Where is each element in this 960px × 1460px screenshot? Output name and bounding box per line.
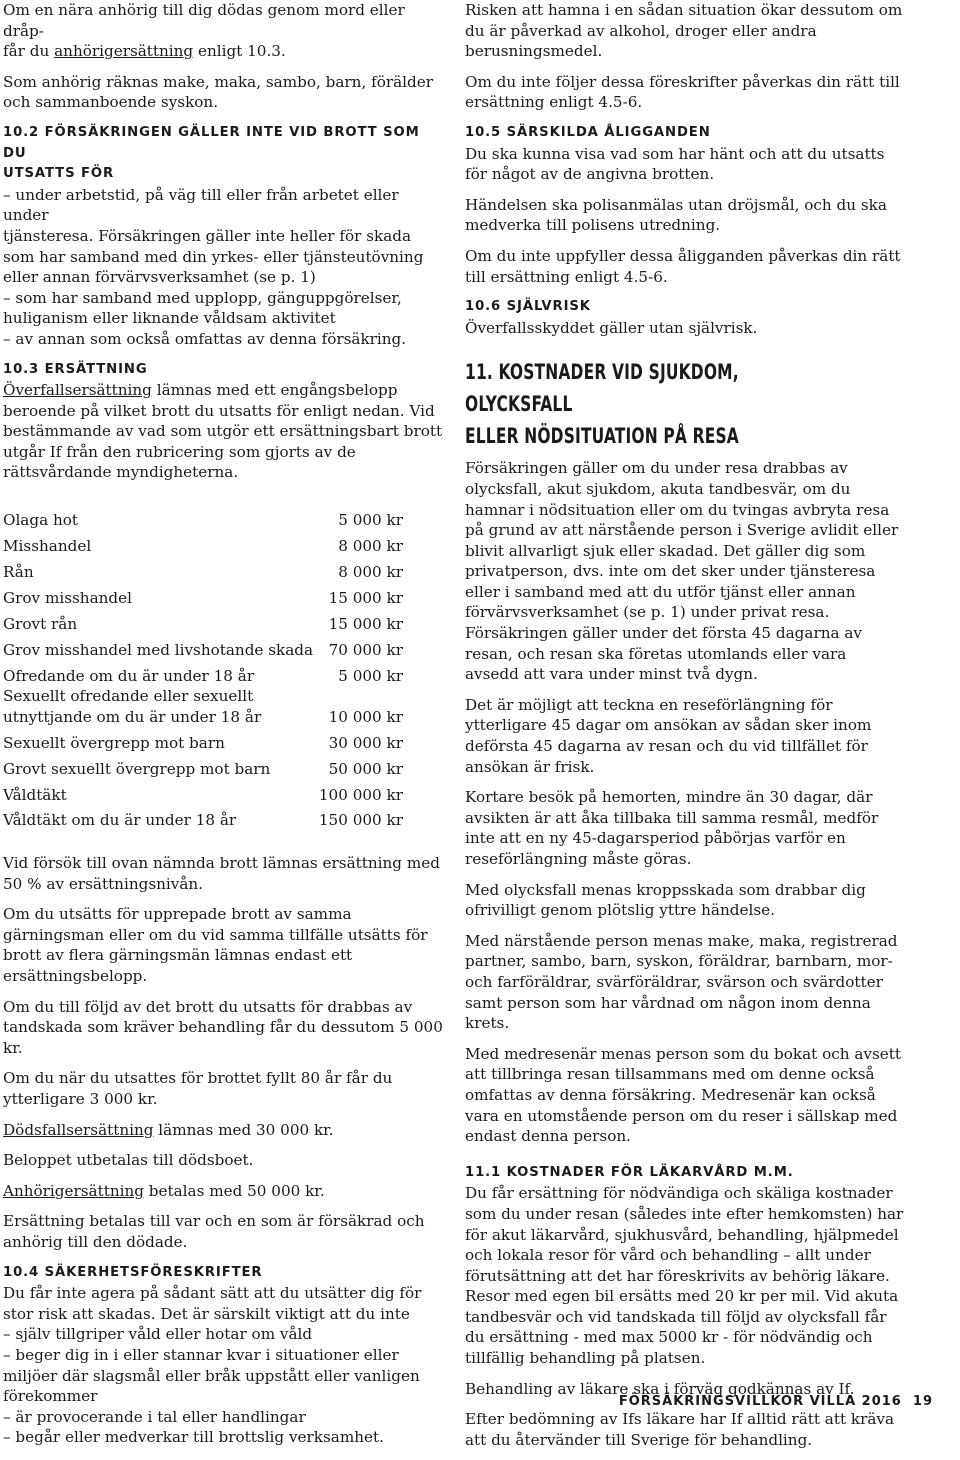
table-row — [3, 727, 403, 753]
safety-item: – själv tillgriper våld eller hotar om våld — [3, 1325, 313, 1344]
medical-paragraph: Behandling av läkare ska i förväg godkännas av If. — [465, 1379, 855, 1398]
safety-intro: Du får inte agera på sådant sätt att du utsätter dig för stor risk att skadas. Det är särskilt viktigt att du inte — [3, 1284, 422, 1323]
amount-cell: 8 000 kr — [338, 537, 403, 556]
amount-cell: 8 000 kr — [338, 563, 403, 582]
table-row — [3, 805, 403, 831]
section-10-6-title: 10.6 SJÄLVRISK — [465, 299, 591, 315]
table-row — [3, 635, 403, 661]
table-row — [3, 531, 403, 557]
table-row — [3, 505, 403, 531]
safety-item: – begår eller medverkar till brottslig verksamhet. — [3, 1428, 384, 1447]
section-10-3-title: 10.3 ERSÄTTNING — [3, 361, 148, 377]
section-10-5-title: 10.5 SÄRSKILDA ÅLIGGANDEN — [465, 124, 711, 140]
section-11-title: 11. KOSTNADER VID SJUKDOM, OLYCKSFALL ELLER NÖDSITUATION PÅ RESA — [465, 360, 739, 449]
amount-cell: 70 000 kr — [328, 640, 403, 659]
right-column — [465, 0, 905, 1460]
exclusion-item: – av annan som också omfattas av denna försäkring. — [3, 329, 407, 348]
relatives-definition: Som anhörig räknas make, maka, sambo, barn, förälder och sammanboende syskon. — [3, 72, 434, 112]
travel-paragraph: Försäkringen gäller om du under resa drabbas av olycksfall, akut sjukdom, akuta tandbesvär, om du hamnar i nödsituation eller om du tvingas avbryta resa på grund av att närstående person i Sverige avlidit eller blivit allvarligt sjuk eller skadad. Det gäller dig som privatperson, dvs. inte om det sker under tjänsteresa eller i samband med att du utför tjänst eller annan förvärvsverksamhet (se p. 1) under privat resa. Försäkringen gäller under det första 45 dagarna av resan, och resan ska företas utomlands eller vara avsedd att vara under minst två dygn. — [465, 459, 899, 684]
exclusion-item: – under arbetstid, på väg till eller från arbetet eller under tjänsteresa. Försäkringen gäller inte heller för skada som har samband med din yrkes- eller tjänsteutövning eller annan förvärvsverksamhet (se p. 1) — [3, 185, 424, 287]
travel-paragraph: Med olycksfall menas kroppsskada som drabbar dig ofrivilligt genom plötslig yttre händelse. — [465, 880, 866, 920]
crime-cell: Olaga hot — [3, 511, 78, 530]
table-row — [3, 753, 403, 779]
crime-cell: Misshandel — [3, 537, 92, 556]
death-paid-paragraph: Beloppet utbetalas till dödsboet. — [3, 1151, 254, 1170]
amount-cell: 10 000 kr — [328, 707, 403, 726]
obligation-paragraph: Du ska kunna visa vad som har hänt och att du utsatts för något av de angivna brotten. — [465, 144, 885, 184]
deductible-paragraph: Överfallsskyddet gäller utan självrisk. — [465, 318, 758, 337]
relative-compensation: Anhörigersättning betalas med 50 000 kr. — [3, 1181, 325, 1200]
obligation-paragraph: Händelsen ska polisanmälas utan dröjsmål, och du ska medverka till polisens utredning. — [465, 195, 887, 235]
risk-paragraph: Risken att hamna i en sådan situation ökar dessutom om du är påverkad av alkohol, droger eller andra berusningsmedel. — [465, 1, 903, 61]
medical-paragraph: Efter bedömning av Ifs läkare har If alltid rätt att kräva att du återvänder till Sverige för behandling. — [465, 1410, 895, 1449]
crime-cell: Våldtäkt — [3, 785, 67, 804]
amount-cell: 50 000 kr — [328, 759, 403, 778]
crime-cell: Grov misshandel — [3, 589, 132, 608]
intro-paragraph: Om en nära anhörig till dig dödas genom mord eller dråp- får du anhörigersättning enligt 10.3. — [3, 1, 405, 61]
amount-cell: 5 000 kr — [338, 511, 403, 530]
death-compensation: Dödsfallsersättning lämnas med 30 000 kr. — [3, 1120, 334, 1139]
crime-cell: Rån — [3, 563, 34, 582]
section-10-2-title: 10.2 FÖRSÄKRINGEN GÄLLER INTE VID BROTT SOM DU UTSATTS FÖR — [3, 124, 420, 182]
compensation-intro: Överfallsersättning lämnas med ett engångsbelopp beroende på vilket brott du utsatts för enligt nedan. Vid bestämmande av vad som utgör ett ersättningsbart brott utgår If från den rubricering som gjorts av de rättsvårdande myndigheterna. — [3, 381, 443, 482]
travel-paragraph: Med närstående person menas make, maka, registrerad partner, sambo, barn, syskon, föräldrar, barnbarn, mor- och farföräldrar, svärföräldrar, svärson och svärdotter samt person som har vårdnad om någon inom denna krets. — [465, 931, 898, 1033]
repeat-paragraph: Om du utsätts för upprepade brott av samma gärningsman eller om du vid samma tillfälle utsätts för brott av flera gärningsmän lämnas endast ett ersättningsbelopp. — [3, 905, 428, 986]
travel-paragraph: Med medresenär menas person som du bokat och avsett att tillbringa resan tillsammans med om denne också omfattas av denna försäkring. Medresenär kan också vara en utomstående person om du reser i sällskap med endast denna person. — [465, 1044, 901, 1146]
medical-paragraph: Du får ersättning för nödvändiga och skäliga kostnader som du under resan (således inte efter hemkomsten) har för akut läkarvård, sjukhusvård, behandling, hjälpmedel och lokala resor för vård och behandling – allt under förutsättning att det har föreskrivits av behörig läkare. Resor med egen bil ersätts med 20 kr per mil. Vid akuta tandbesvär och vid tandskada till följd av olycksfall får du ersättning - med max 5000 kr - för nödvändig och tillfällig behandling på platsen. — [465, 1184, 904, 1368]
page-footer — [619, 1394, 933, 1409]
crime-cell: Grovt sexuellt övergrepp mot barn — [3, 759, 271, 778]
rules-paragraph: Om du inte följer dessa föreskrifter påverkas din rätt till ersättning enligt 4.5-6. — [465, 72, 900, 112]
crime-cell: Sexuellt ofredande eller sexuellt utnyttjande om du är under 18 år — [3, 687, 262, 726]
age-paragraph: Om du när du utsattes för brottet fyllt 80 år får du ytterligare 3 000 kr. — [3, 1069, 393, 1108]
amount-cell: 30 000 kr — [328, 733, 403, 752]
table-row — [3, 779, 403, 805]
table-row — [3, 583, 403, 609]
section-11-1-title: 11.1 KOSTNADER FÖR LÄKARVÅRD M.M. — [465, 1164, 794, 1180]
table-row — [3, 660, 403, 686]
attempt-paragraph: Vid försök till ovan nämnda brott lämnas ersättning med 50 % av ersättningsnivån. — [3, 854, 440, 893]
travel-paragraph: Kortare besök på hemorten, mindre än 30 dagar, där avsikten är att åka tillbaka till samma resmål, medför inte att en ny 45-dagarsperiod påbörjas varför en reseförlängning måste göras. — [465, 788, 879, 868]
crime-cell: Grov misshandel med livshotande skada — [3, 640, 314, 659]
left-column — [3, 0, 443, 1448]
table-row — [3, 609, 403, 635]
page-number: 19 — [912, 1394, 933, 1409]
table-row — [3, 686, 403, 727]
exclusion-item: – som har samband med upplopp, gänguppgörelser, huliganism eller liknande våldsam aktivitet — [3, 288, 402, 328]
dental-paragraph: Om du till följd av det brott du utsatts för drabbas av tandskada som kräver behandling får du dessutom 5 000 kr. — [3, 997, 443, 1057]
amount-cell: 15 000 kr — [328, 614, 403, 633]
amount-cell: 15 000 kr — [328, 589, 403, 608]
crime-cell: Ofredande om du är under 18 år — [3, 666, 255, 685]
safety-item: – är provocerande i tal eller handlingar — [3, 1407, 306, 1426]
travel-paragraph: Det är möjligt att teckna en reseförlängning för ytterligare 45 dagar om ansökan av sådan sker inom deförsta 45 dagarna av resan och du vid tillfället för ansökan är frisk. — [465, 695, 872, 776]
footer-title: FÖRSÄKRINGSVILLKOR VILLA 2016 — [618, 1394, 902, 1409]
relative-paid-paragraph: Ersättning betalas till var och en som är försäkrad och anhörig till den dödade. — [3, 1212, 425, 1251]
safety-item: – beger dig in i eller stannar kvar i situationer eller miljöer där slagsmål eller bråk uppstått eller vanligen förekommer — [3, 1345, 420, 1406]
amount-cell: 100 000 kr — [318, 785, 403, 804]
compensation-table — [3, 505, 403, 831]
crime-cell: Våldtäkt om du är under 18 år — [3, 811, 237, 830]
amount-cell: 150 000 kr — [318, 811, 403, 830]
obligation-paragraph: Om du inte uppfyller dessa åligganden påverkas din rätt till ersättning enligt 4.5-6. — [465, 246, 901, 286]
table-row — [3, 557, 403, 583]
amount-cell: 5 000 kr — [338, 666, 403, 685]
crime-cell: Grovt rån — [3, 614, 78, 633]
section-10-4-title: 10.4 SÄKERHETSFÖRESKRIFTER — [3, 1264, 263, 1280]
crime-cell: Sexuellt övergrepp mot barn — [3, 733, 225, 752]
